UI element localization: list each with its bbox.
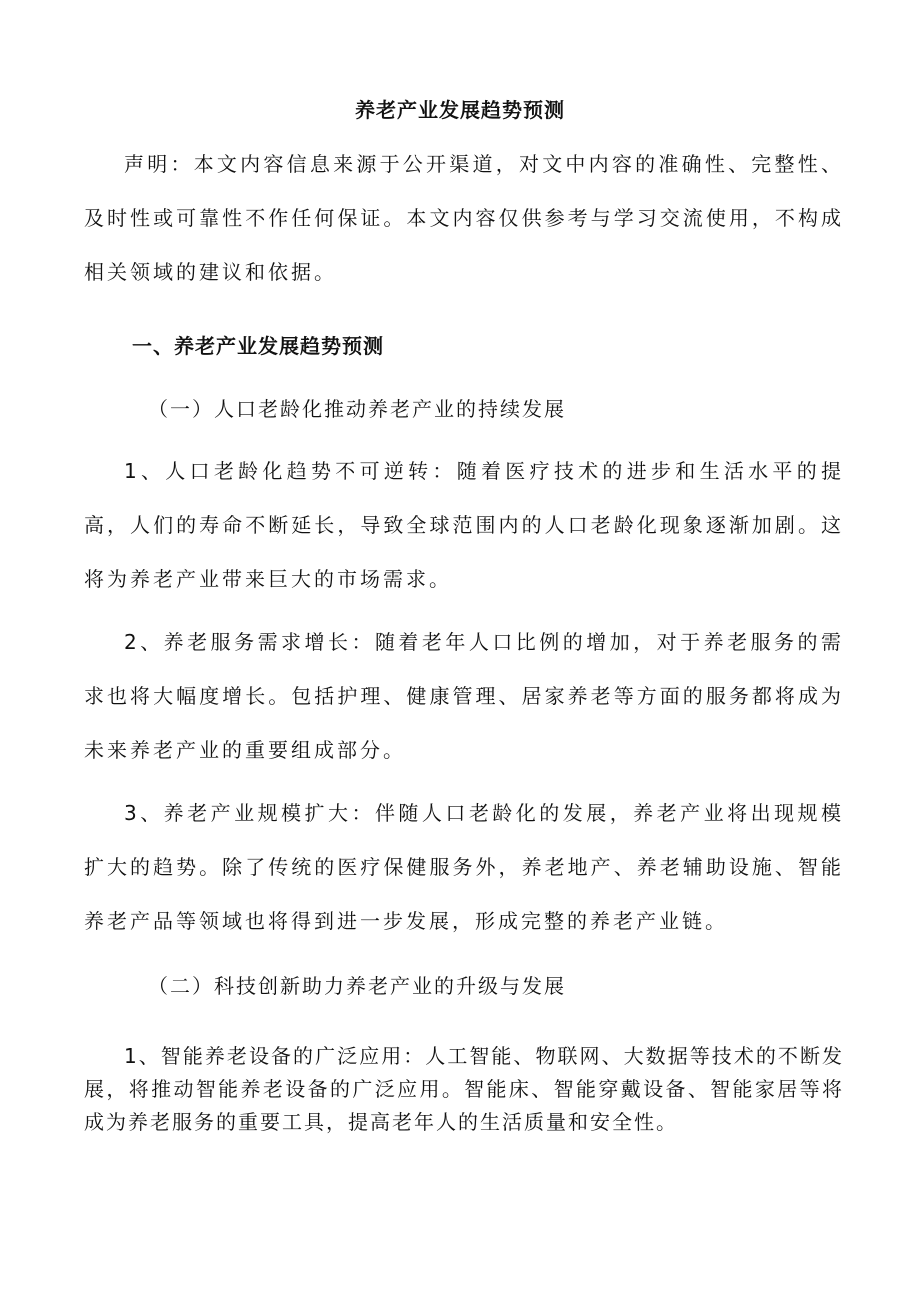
subsection-heading-1: （一）人口老龄化推动养老产业的持续发展: [148, 397, 566, 421]
list-item: 3、养老产业规模扩大：伴随人口老龄化的发展，养老产业将出现规模扩大的趋势。除了传统的医疗保健服务外，养老地产、养老辅助设施、智能养老产品等领域也将得到进一步发展，形成完整的养老产业链。: [84, 801, 844, 933]
document-title: 养老产业发展趋势预测: [355, 98, 565, 122]
subsection-heading-2: （二）科技创新助力养老产业的升级与发展: [148, 974, 566, 998]
list-item: 2、养老服务需求增长：随着老年人口比例的增加，对于养老服务的需求也将大幅度增长。包括护理、健康管理、居家养老等方面的服务都将成为未来养老产业的重要组成部分。: [84, 630, 844, 762]
section-heading-1: 一、养老产业发展趋势预测: [132, 334, 384, 358]
list-item: 1、智能养老设备的广泛应用：人工智能、物联网、大数据等技术的不断发展，将推动智能养老设备的广泛应用。智能床、智能穿戴设备、智能家居等将成为养老服务的重要工具，提高老年人的生活质量和安全性。: [84, 1044, 844, 1134]
disclaimer-paragraph: 声明：本文内容信息来源于公开渠道，对文中内容的准确性、完整性、及时性或可靠性不作任何保证。本文内容仅供参考与学习交流使用，不构成相关领域的建议和依据。: [84, 152, 844, 284]
list-item: 1、人口老龄化趋势不可逆转：随着医疗技术的进步和生活水平的提高，人们的寿命不断延长，导致全球范围内的人口老龄化现象逐渐加剧。这将为养老产业带来巨大的市场需求。: [84, 459, 844, 591]
